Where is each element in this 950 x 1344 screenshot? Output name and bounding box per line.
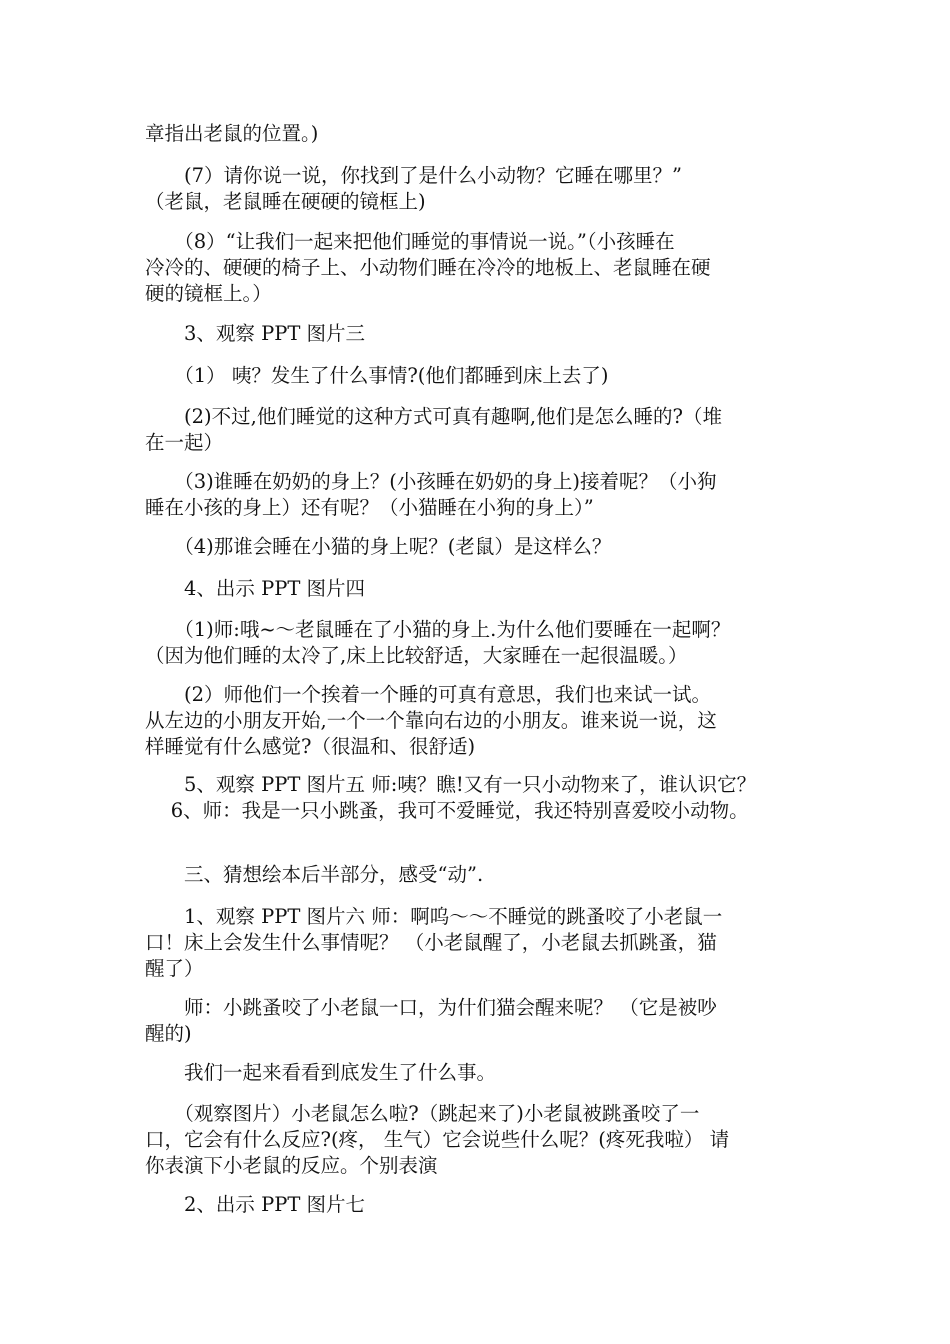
text-line: 在一起）	[145, 431, 224, 454]
paragraph-item-2	[145, 404, 825, 456]
text-line: 冷冷的、硬硬的椅子上、小动物们睡在冷冷的地板上、老鼠睡在硬	[145, 256, 711, 279]
paragraph-item-8	[145, 229, 825, 307]
paragraph-item-7	[145, 163, 825, 215]
section-heading-7	[145, 1192, 825, 1218]
section-heading-5-6	[145, 772, 825, 824]
text-line: 6、师：我是一只小跳蚤，我可不爱睡觉，我还特别喜爱咬小动物。	[145, 799, 749, 822]
text-line: 醒了）	[145, 957, 204, 980]
text-line: 样睡觉有什么感觉?（很温和、很舒适)	[145, 735, 476, 758]
text-line: (2)不过,他们睡觉的这种方式可真有趣啊,他们是怎么睡的?（堆	[145, 405, 722, 428]
paragraph-continuation	[145, 121, 825, 147]
text-line: 你表演下小老鼠的反应。个别表演	[145, 1154, 438, 1177]
text-line: （8）“让我们一起来把他们睡觉的事情说一说。”（小孩睡在	[145, 230, 675, 253]
text-line: 醒的)	[145, 1022, 192, 1045]
paragraph-item-1b	[145, 617, 825, 669]
text-line: 我们一起来看看到底发生了什么事。	[145, 1061, 497, 1084]
paragraph-item-4	[145, 534, 825, 560]
text-line: （1)师:哦~～老鼠睡在了小猫的身上.为什么他们要睡在一起啊？	[145, 618, 731, 641]
text-line: 口，它会有什么反应?(疼， 生气）它会说些什么呢？(疼死我啦） 请	[145, 1128, 730, 1151]
text-line: 睡在小孩的身上）还有呢？（小猫睡在小狗的身上）”	[145, 496, 594, 519]
text-line: （因为他们睡的太冷了,床上比较舒适，大家睡在一起很温暖。）	[145, 644, 688, 667]
paragraph-item-1	[145, 363, 825, 389]
section-heading-4	[145, 576, 825, 602]
text-line: 硬的镜框上。）	[145, 282, 272, 305]
text-line: （3)谁睡在奶奶的身上？(小孩睡在奶奶的身上)接着呢？（小狗	[145, 470, 717, 493]
text-line: （老鼠，老鼠睡在硬硬的镜框上)	[145, 190, 426, 213]
text-line: 4、出示 PPT 图片四	[145, 577, 366, 600]
paragraph-teacher-question	[145, 995, 825, 1047]
text-line: 章指出老鼠的位置。)	[145, 122, 319, 145]
part-three-heading	[145, 862, 825, 888]
section-heading-3	[145, 321, 825, 347]
text-line: （观察图片）小老鼠怎么啦?（跳起来了)小老鼠被跳蚤咬了一	[145, 1102, 700, 1125]
text-line: 三、猜想绘本后半部分，感受“动”.	[145, 863, 484, 886]
paragraph-item-2b	[145, 682, 825, 760]
text-line: 1、观察 PPT 图片六 师：啊呜～～不睡觉的跳蚤咬了小老鼠一	[145, 905, 723, 928]
text-line: （1） 咦？发生了什么事情?(他们都睡到床上去了)	[145, 364, 609, 387]
text-line: 2、出示 PPT 图片七	[145, 1193, 366, 1216]
text-line: 师：小跳蚤咬了小老鼠一口，为什们猫会醒来呢？ （它是被吵	[145, 996, 717, 1019]
section-heading-6	[145, 904, 825, 982]
text-line: 5、观察 PPT 图片五 师:咦？瞧!又有一只小动物来了，谁认识它？	[145, 773, 757, 796]
text-line: 口！床上会发生什么事情呢？ （小老鼠醒了，小老鼠去抓跳蚤，猫	[145, 931, 717, 954]
paragraph-item-3	[145, 469, 825, 521]
paragraph-look-together	[145, 1060, 825, 1086]
paragraph-observe-picture	[145, 1101, 825, 1179]
text-line: 3、观察 PPT 图片三	[145, 322, 366, 345]
text-line: 从左边的小朋友开始,一个一个靠向右边的小朋友。谁来说一说，这	[145, 709, 717, 732]
text-line: （4)那谁会睡在小猫的身上呢？(老鼠）是这样么？	[145, 535, 612, 558]
text-line: (7）请你说一说，你找到了是什么小动物？它睡在哪里？”	[145, 164, 682, 187]
text-line: (2）师他们一个挨着一个睡的可真有意思，我们也来试一试。	[145, 683, 712, 706]
